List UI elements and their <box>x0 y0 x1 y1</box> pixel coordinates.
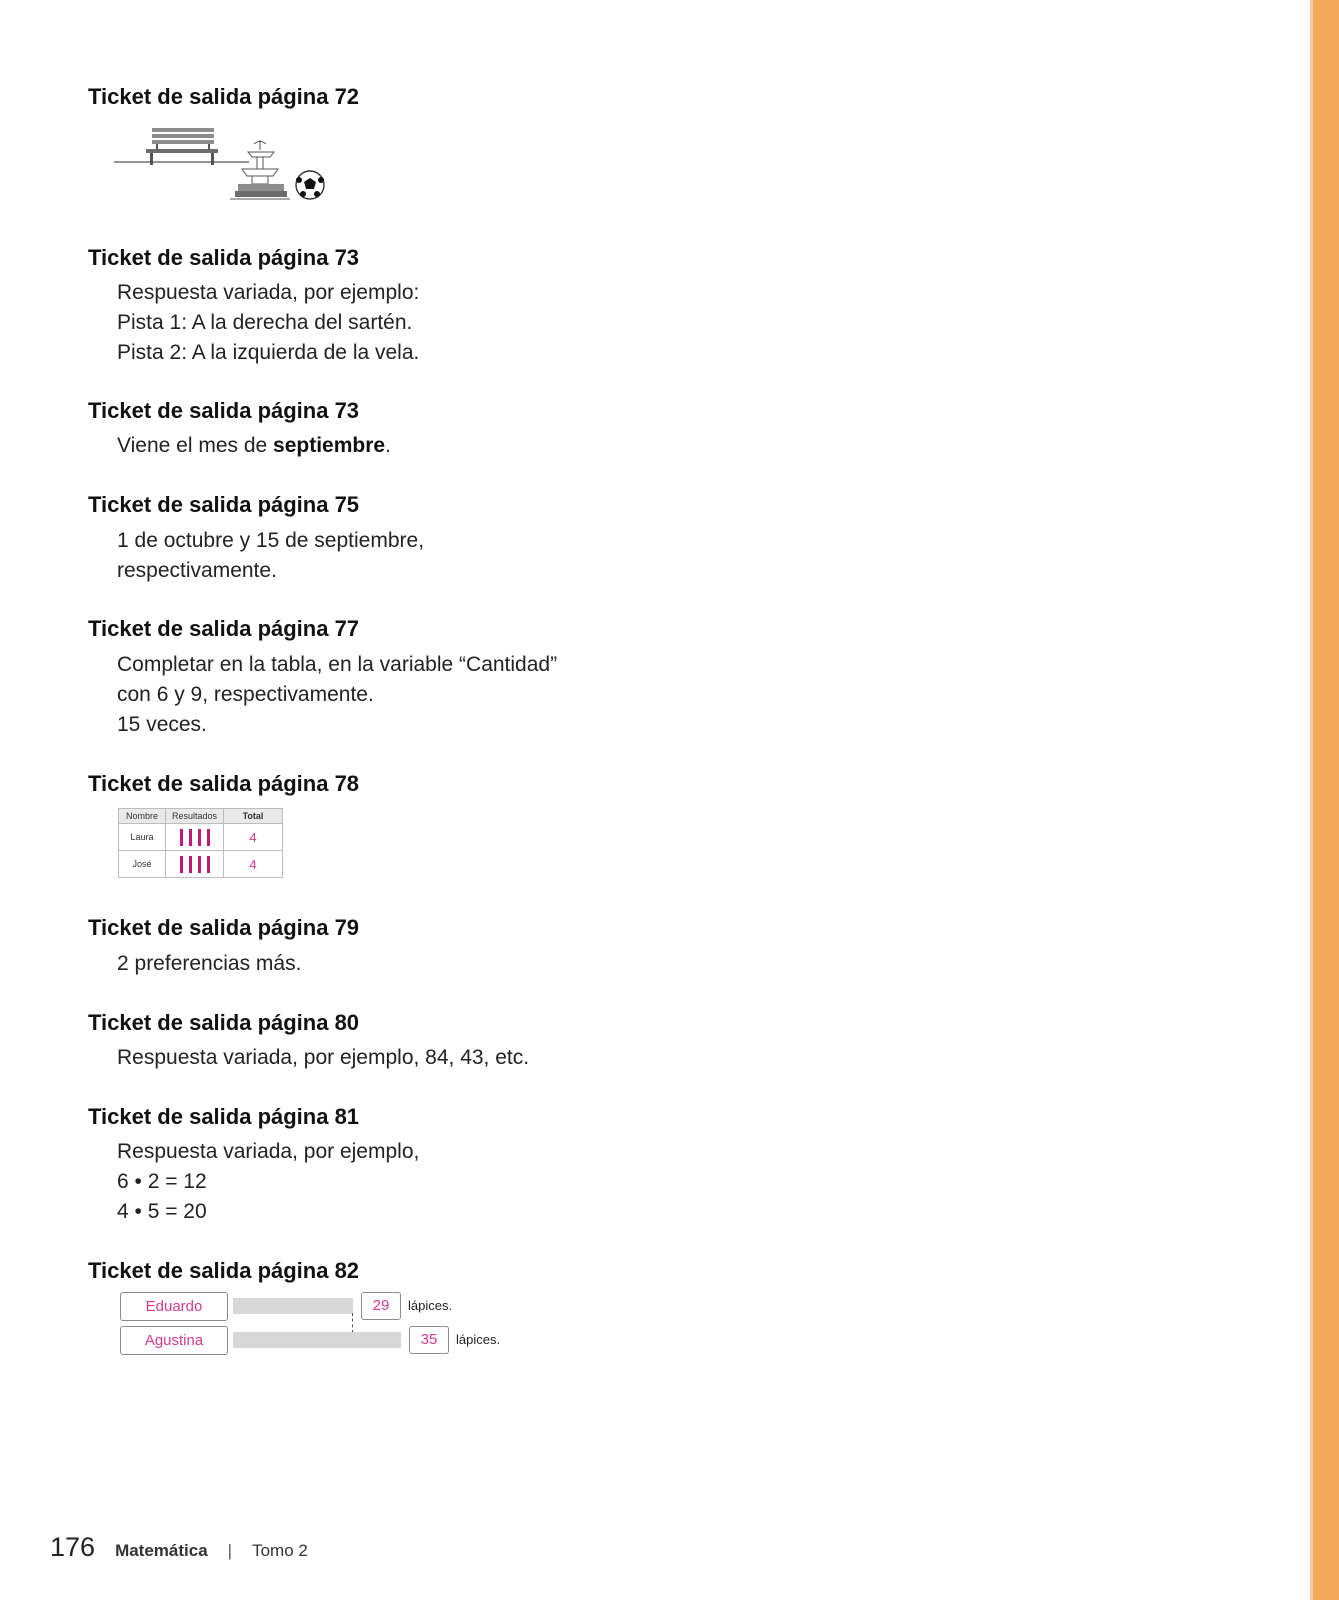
page-number: 176 <box>50 1532 96 1562</box>
bar-agustina <box>233 1332 401 1348</box>
answer-line: 1 de octubre y 15 de septiembre, <box>117 529 425 552</box>
fountain-icon <box>230 140 290 199</box>
answer-line: 15 veces. <box>117 713 207 736</box>
column-header: Nombre <box>119 809 166 824</box>
answer-bold: septiembre <box>273 434 386 457</box>
tally-cell <box>166 851 224 878</box>
section-heading: Ticket de salida página 80 <box>88 1010 360 1035</box>
column-header: Total <box>224 809 283 824</box>
comparison-dashed-line <box>352 1313 353 1333</box>
answer-line: Pista 2: A la izquierda de la vela. <box>117 341 420 364</box>
section-heading: Ticket de salida página 81 <box>88 1104 360 1129</box>
volume-label: Tomo 2 <box>252 1541 308 1560</box>
name-box-agustina: Agustina <box>120 1326 228 1355</box>
column-header: Resultados <box>166 809 224 824</box>
answer-line: Respuesta variada, por ejemplo, 84, 43, etc. <box>117 1046 530 1069</box>
answer-line: 4 • 5 = 20 <box>117 1200 207 1223</box>
tally-mark <box>180 856 183 873</box>
answer-line: Pista 1: A la derecha del sartén. <box>117 311 413 334</box>
bar-eduardo <box>233 1298 353 1314</box>
answer-line: Respuesta variada, por ejemplo, <box>117 1140 420 1163</box>
name-cell: Laura <box>119 824 166 851</box>
answer-line: 2 preferencias más. <box>117 952 302 975</box>
answer-line: 6 • 2 = 12 <box>117 1170 207 1193</box>
tally-mark <box>207 856 210 873</box>
section-heading: Ticket de salida página 78 <box>88 771 360 796</box>
section-heading: Ticket de salida página 79 <box>88 915 360 940</box>
name-box-eduardo: Eduardo <box>120 1292 228 1321</box>
subject-label: Matemática <box>115 1541 208 1560</box>
total-cell: 4 <box>224 851 283 878</box>
section-heading: Ticket de salida página 73 <box>88 398 360 423</box>
tally-mark <box>189 856 192 873</box>
page-footer <box>50 1532 308 1563</box>
tally-mark <box>207 829 210 846</box>
answer-line: respectivamente. <box>117 559 277 582</box>
tally-cell <box>166 824 224 851</box>
unit-label: lápices. <box>408 1298 453 1313</box>
soccer-ball-icon <box>296 171 324 199</box>
answer-line <box>117 431 391 461</box>
table-row <box>119 824 283 851</box>
table-header-row <box>119 809 283 824</box>
answer-line: con 6 y 9, respectivamente. <box>117 683 374 706</box>
answer-line: Completar en la tabla, en la variable “Cantidad” <box>117 653 558 676</box>
bench-icon <box>114 128 249 165</box>
section-heading: Ticket de salida página 77 <box>88 616 360 641</box>
tally-mark <box>198 829 201 846</box>
total-cell: 4 <box>224 824 283 851</box>
table-row <box>119 851 283 878</box>
tally-mark <box>180 829 183 846</box>
value-box-agustina: 35 <box>409 1326 449 1354</box>
unit-label: lápices. <box>456 1332 501 1347</box>
tally-mark <box>198 856 201 873</box>
section-heading: Ticket de salida página 72 <box>88 84 360 109</box>
answer-text: Viene el mes de <box>117 434 274 457</box>
tally-mark <box>189 829 192 846</box>
tally-marks <box>180 856 210 873</box>
park-illustration <box>114 122 344 208</box>
section-heading: Ticket de salida página 82 <box>88 1258 360 1283</box>
section-heading: Ticket de salida página 75 <box>88 492 360 517</box>
side-color-band <box>1313 0 1339 1600</box>
value-box-eduardo: 29 <box>361 1292 401 1320</box>
section-heading: Ticket de salida página 73 <box>88 245 360 270</box>
answer-line: Respuesta variada, por ejemplo: <box>117 281 420 304</box>
answer-text: . <box>385 434 391 457</box>
results-table <box>118 808 283 878</box>
footer-separator: | <box>227 1541 233 1560</box>
tally-marks <box>180 829 210 846</box>
name-cell: José <box>119 851 166 878</box>
